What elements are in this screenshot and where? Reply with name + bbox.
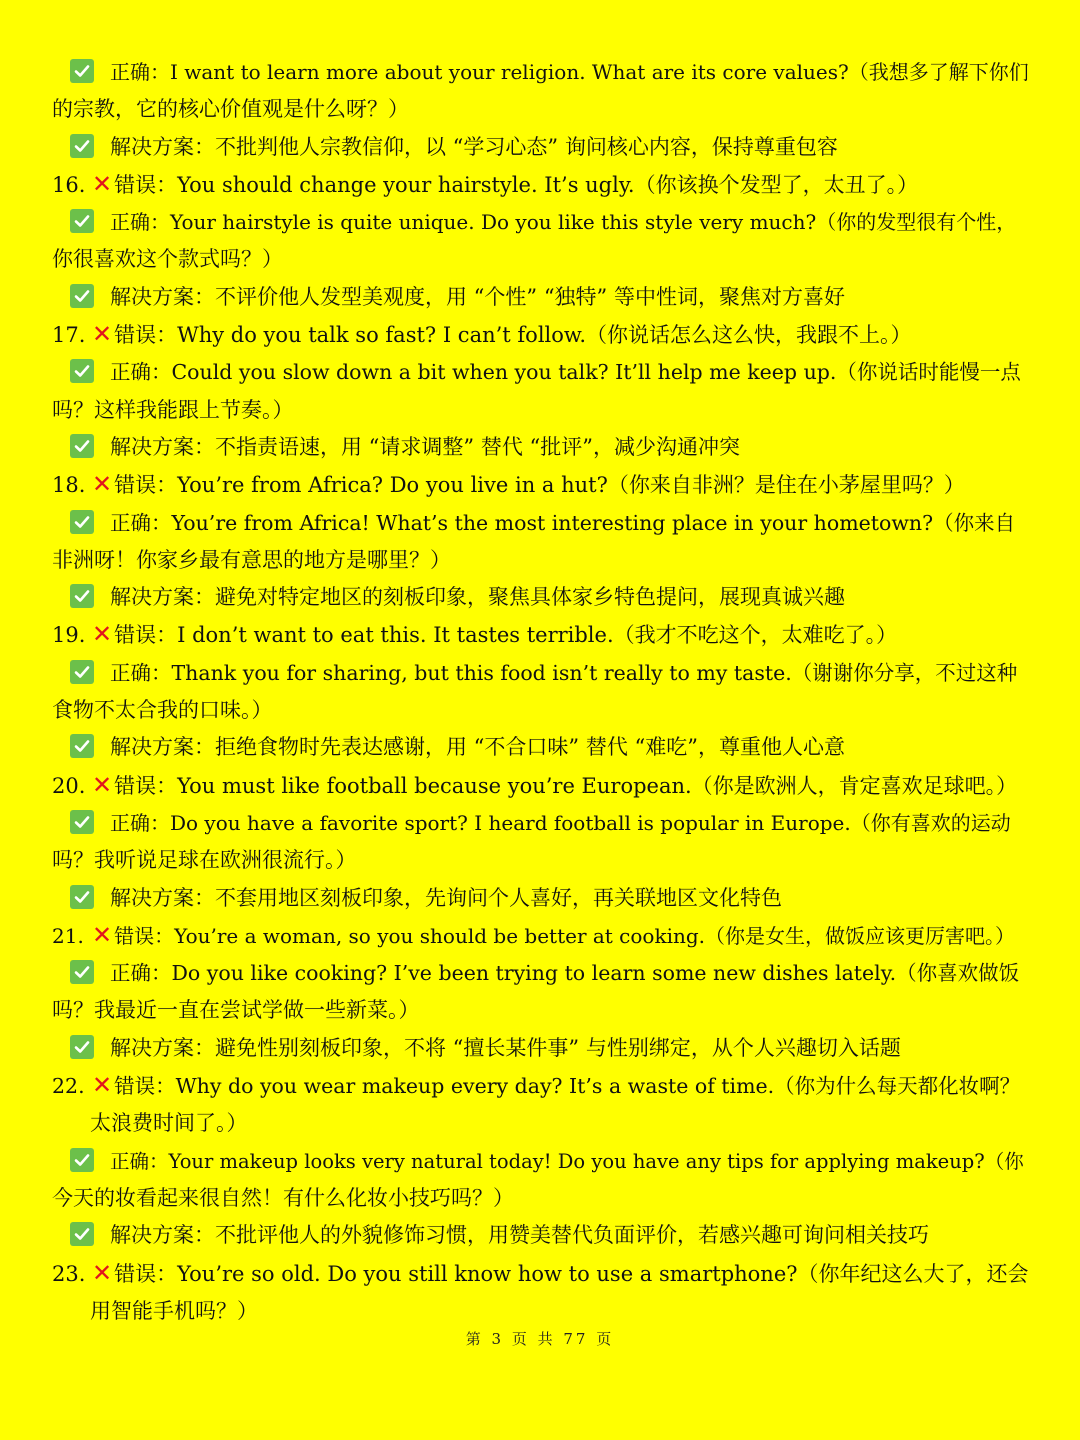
line-text: Why do you talk so fast? I can’t follow.（你说话怎么这么快，我跟不上。） <box>177 323 912 348</box>
check-icon <box>70 1035 94 1059</box>
solution-line <box>52 279 1032 316</box>
wrong-line <box>52 316 1032 354</box>
check-icon <box>70 284 94 308</box>
solution-line <box>52 579 1032 616</box>
check-icon <box>70 209 94 233</box>
line-text: Do you like cooking? I’ve been trying to learn some new dishes lately.（你喜欢做饭 <box>171 961 1020 986</box>
line-label: 错误： <box>114 1261 178 1286</box>
continuation-line <box>52 392 1032 429</box>
cross-icon: ✕ <box>92 470 113 499</box>
check-icon <box>70 134 94 158</box>
line-text: You must like football because you’re European.（你是欧洲人，肯定喜欢足球吧。） <box>177 773 1018 798</box>
line-label: 正确： <box>110 1149 169 1173</box>
line-label: 解决方案： <box>110 284 215 309</box>
line-text: 用智能手机吗？） <box>90 1298 258 1323</box>
check-icon <box>70 1148 94 1172</box>
solution-line <box>52 729 1032 766</box>
line-text: You’re from Africa! What’s the most interesting place in your hometown?（你来自 <box>171 510 1016 535</box>
continuation-line <box>52 1293 1032 1330</box>
line-label: 正确： <box>110 660 172 685</box>
line-label: 解决方案： <box>110 1223 215 1248</box>
line-label: 解决方案： <box>110 1035 215 1060</box>
correct-line <box>52 354 1032 391</box>
line-text: 不批判他人宗教信仰，以 “学习心态” 询问核心内容，保持尊重包容 <box>215 134 838 159</box>
check-icon <box>70 660 94 684</box>
line-label: 解决方案： <box>110 134 215 159</box>
line-text: 食物不太合我的口味。） <box>52 698 273 723</box>
line-label: 错误： <box>114 172 178 197</box>
check-icon <box>70 885 94 909</box>
line-label: 正确： <box>110 360 172 385</box>
line-label: 解决方案： <box>110 585 215 610</box>
line-text: I want to learn more about your religion. What are its core values?（我想多了解下你们 <box>170 60 1029 84</box>
wrong-line <box>52 917 1032 955</box>
item-number: 18. <box>52 473 86 498</box>
line-label: 解决方案： <box>110 735 215 760</box>
correct-line <box>52 805 1032 842</box>
continuation-line <box>52 91 1032 128</box>
wrong-line <box>52 767 1032 805</box>
solution-line <box>52 1030 1032 1067</box>
line-text: Why do you wear makeup every day? It’s a waste of time.（你为什么每天都化妆啊？ <box>175 1074 1021 1099</box>
line-label: 解决方案： <box>110 434 215 459</box>
line-label: 错误： <box>114 773 178 798</box>
item-number: 17. <box>52 323 86 348</box>
correct-line <box>52 1143 1032 1180</box>
line-label: 解决方案： <box>110 885 215 910</box>
line-text: You should change your hairstyle. It’s ugly.（你该换个发型了，太丑了。） <box>177 172 919 197</box>
wrong-line <box>52 166 1032 204</box>
line-label: 错误： <box>114 1074 176 1099</box>
line-text: 不套用地区刻板印象，先询问个人喜好，再关联地区文化特色 <box>215 885 782 910</box>
cross-icon: ✕ <box>92 770 113 799</box>
check-icon <box>70 359 94 383</box>
line-text: 不评价他人发型美观度，用 “个性” “独特” 等中性词，聚焦对方喜好 <box>215 284 845 309</box>
line-text: 不指责语速，用 “请求调整” 替代 “批评”，减少沟通冲突 <box>215 434 740 459</box>
check-icon <box>70 59 94 83</box>
check-icon <box>70 734 94 758</box>
line-text: You’re a woman, so you should be better at cooking.（你是女生，做饭应该更厉害吧。） <box>174 923 1016 948</box>
continuation-line <box>52 542 1032 579</box>
line-text: Your makeup looks very natural today! Do you have any tips for applying makeup?（你 <box>168 1149 1024 1173</box>
correct-line <box>52 204 1032 241</box>
solution-line <box>52 429 1032 466</box>
correct-line <box>52 955 1032 992</box>
line-text: Thank you for sharing, but this food isn’t really to my taste.（谢谢你分享，不过这种 <box>171 660 1018 685</box>
check-icon <box>70 584 94 608</box>
solution-line <box>52 1217 1032 1254</box>
check-icon <box>70 810 94 834</box>
check-icon <box>70 510 94 534</box>
line-text: 避免对特定地区的刻板印象，聚焦具体家乡特色提问，展现真诚兴趣 <box>215 585 845 610</box>
line-text: Your hairstyle is quite unique. Do you like this style very much?（你的发型很有个性， <box>170 210 1017 235</box>
qa-list <box>52 54 1032 1330</box>
line-text: You’re from Africa? Do you live in a hut?（你来自非洲？是住在小茅屋里吗？） <box>177 473 965 498</box>
continuation-line <box>52 992 1032 1029</box>
line-text: 太浪费时间了。） <box>90 1111 248 1136</box>
correct-line <box>52 655 1032 692</box>
line-text: 今天的妆看起来很自然！有什么化妆小技巧吗？） <box>52 1185 514 1210</box>
correct-line <box>52 505 1032 542</box>
continuation-line <box>52 1105 1032 1142</box>
cross-icon: ✕ <box>92 1258 113 1287</box>
wrong-line <box>52 1255 1032 1293</box>
check-icon <box>70 434 94 458</box>
line-text: I don’t want to eat this. It tastes terrible.（我才不吃这个，太难吃了。） <box>177 623 898 648</box>
line-text: 不批评他人的外貌修饰习惯，用赞美替代负面评价，若感兴趣可询问相关技巧 <box>215 1223 929 1248</box>
item-number: 16. <box>52 172 86 197</box>
line-label: 错误： <box>114 323 178 348</box>
item-number: 19. <box>52 623 86 648</box>
line-text: 吗？我听说足球在欧洲很流行。） <box>52 848 357 873</box>
cross-icon: ✕ <box>92 1071 113 1100</box>
line-label: 正确： <box>110 510 172 535</box>
check-icon <box>70 1222 94 1246</box>
line-label: 正确： <box>110 60 170 84</box>
line-text: 拒绝食物时先表达感谢，用 “不合口味” 替代 “难吃”，尊重他人心意 <box>215 735 845 760</box>
line-text: 的宗教，它的核心价值观是什么呀？） <box>52 97 409 122</box>
cross-icon: ✕ <box>92 920 113 949</box>
wrong-line <box>52 1067 1032 1105</box>
line-text: Do you have a favorite sport? I heard football is popular in Europe.（你有喜欢的运动 <box>170 810 1011 835</box>
line-text: 非洲呀！你家乡最有意思的地方是哪里？） <box>52 547 451 572</box>
correct-line <box>52 54 1032 91</box>
continuation-line <box>52 1180 1032 1217</box>
item-number: 23. <box>52 1261 86 1286</box>
check-icon <box>70 960 94 984</box>
line-label: 错误： <box>114 923 175 948</box>
cross-icon: ✕ <box>92 169 113 198</box>
line-text: 避免性别刻板印象，不将 “擅长某件事” 与性别绑定，从个人兴趣切入话题 <box>215 1035 901 1060</box>
solution-line <box>52 880 1032 917</box>
continuation-line <box>52 692 1032 729</box>
wrong-line <box>52 616 1032 654</box>
cross-icon: ✕ <box>92 620 113 649</box>
page-footer: 第 3 页 共 77 页 <box>465 1330 615 1348</box>
line-text: Could you slow down a bit when you talk? It’ll help me keep up.（你说话时能慢一点 <box>171 360 1021 385</box>
line-text: 吗？这样我能跟上节奏。） <box>52 397 294 422</box>
item-number: 22. <box>52 1074 85 1099</box>
wrong-line <box>52 466 1032 504</box>
item-number: 20. <box>52 773 86 798</box>
line-label: 错误： <box>114 623 178 648</box>
line-label: 正确： <box>110 961 172 986</box>
line-text: 吗？我最近一直在尝试学做一些新菜。） <box>52 998 420 1023</box>
item-number: 21. <box>52 923 84 948</box>
line-label: 正确： <box>110 210 170 235</box>
continuation-line <box>52 241 1032 278</box>
continuation-line <box>52 842 1032 879</box>
line-text: 你很喜欢这个款式吗？） <box>52 247 283 272</box>
line-label: 错误： <box>114 473 178 498</box>
line-text: You’re so old. Do you still know how to use a smartphone?（你年纪这么大了，还会 <box>177 1261 1029 1286</box>
solution-line <box>52 129 1032 166</box>
cross-icon: ✕ <box>92 320 113 349</box>
line-label: 正确： <box>110 810 170 835</box>
